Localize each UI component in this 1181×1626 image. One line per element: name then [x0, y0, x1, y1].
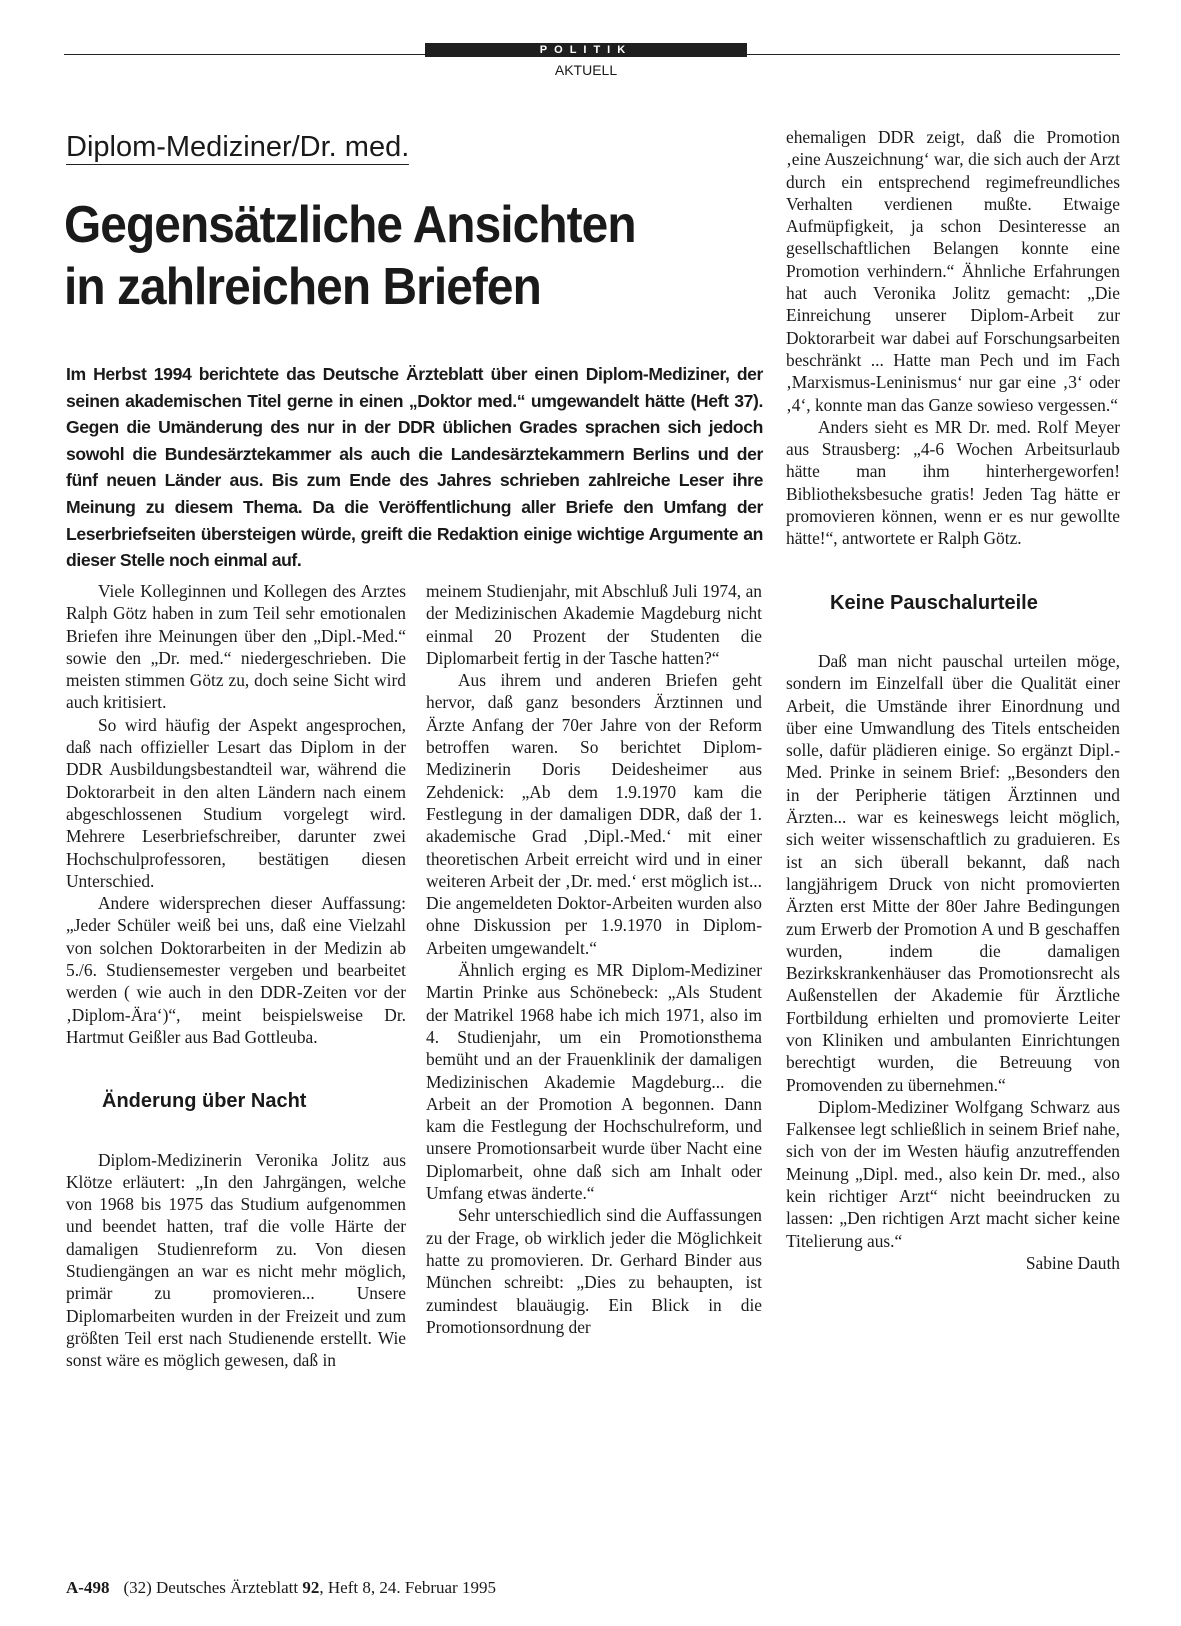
paragraph: meinem Studienjahr, mit Abschluß Juli 1974, an der Medizinischen Akademie Magdeburg nicht einmal 20 Prozent der Studenten die Diplomarbeit fertig in der Tasche hatten?“ [426, 581, 762, 668]
section-label: POLITIK [425, 43, 747, 57]
text-column-1 [66, 580, 406, 1372]
subsection-label: AKTUELL [554, 62, 618, 78]
headline-line-2: in zahlreichen Briefen [64, 258, 541, 316]
text-column-2 [426, 580, 762, 1338]
page-footer [66, 1578, 496, 1598]
paragraph: Andere widersprechen dieser Auffassung: „Jeder Schüler weiß bei uns, daß eine Vielzahl von solchen Doktorarbeiten in der Medizin ab 5./6. Studiensemester vergeben und bearbeitet werden ( wie auch in den DDR-Zeiten vor der ‚Diplom-Ära‘)“, meint beispielsweise Dr. Hartmut Geißler aus Bad Gottleuba. [66, 893, 406, 1047]
volume-number: 92 [302, 1578, 320, 1597]
paragraph: Diplom-Medizinerin Veronika Jolitz aus Klötze erläutert: „In den Jahrgängen, welche von 1968 bis 1975 das Studium aufgenommen und beendet hatten, traf die volle Härte der damaligen Studienreform zu. Von diesen Studiengängen an war es nicht mehr möglich, primär zu promovieren... Unsere Diplomarbeiten wurden in der Freizeit und zum größten Teil erst nach Studienende erstellt. Wie sonst wäre es möglich gewesen, daß in [66, 1149, 406, 1371]
paragraph: Diplom-Mediziner Wolfgang Schwarz aus Falkensee legt schließlich in seinem Brief nahe, sich von der im Westen häufig anzutreffenden Meinung „Dipl. med., also kein Dr. med., also kein richtiger Arzt“ nicht beeindrucken zu lassen: „Den richtigen Arzt macht sicher keine Titelierung aus.“ [786, 1096, 1120, 1251]
paragraph: Viele Kolleginnen und Kollegen des Arztes Ralph Götz haben in zum Teil sehr emotionalen Briefen ihre Meinungen über den „Dipl.-Med.“ sowie den „Dr. med.“ niedergeschrieben. Die meisten stimmen Götz zu, doch seine Sicht wird auch kritisiert. [66, 581, 406, 713]
paragraph: Anders sieht es MR Dr. med. Rolf Meyer aus Strausberg: „4-6 Wochen Arbeitsurlaub hätte man ihm hinterhergeworfen! Bibliotheksbesuche gratis! Jeden Tag hätte er promovieren können, wenn er es nur gewollte hätte!“, antwortete er Ralph Götz. [786, 416, 1120, 549]
article-headline [64, 194, 708, 318]
article-lead: Im Herbst 1994 berichtete das Deutsche Ärzteblatt über einen Diplom-Mediziner, der seinen akademischen Titel gerne in einen „Doktor med.“ umgewandelt hätte (Heft 37). Gegen die Umänderung des nur in der DDR üblichen Grades sprachen sich jedoch sowohl die Bundesärztekammer als auch die Landesärztekammern Berlins und der fünf neuen Länder aus. Bis zum Ende des Jahres schrieben zahlreiche Leser ihre Meinung zu diesem Thema. Da die Veröffentlichung aller Briefe den Umfang der Leserbriefseiten übersteigen würde, greift die Redaktion einige wichtige Argumente an dieser Stelle noch einmal auf. [66, 364, 763, 571]
author-signature: Sabine Dauth [1025, 1252, 1120, 1273]
paragraph: Ähnlich erging es MR Diplom-Mediziner Martin Prinke aus Schönebeck: „Als Student der Matrikel 1968 habe ich mich 1971, also im 4. Studienjahr, um ein Promotionsthema bemüht und an der Frauenklinik der damaligen Medizinischen Akademie Magdeburg... die Arbeit an der Promotion A begonnen. Dann kam die Festlegung der Hochschulreform, und unsere Promotionsarbeit wurde über Nacht eine Diplomarbeit, ohne daß sich am Inhalt oder Umfang etwas änderte.“ [426, 960, 762, 1204]
issue-prefix: (32) Deutsches Ärzteblatt [123, 1578, 299, 1597]
paragraph: ehemaligen DDR zeigt, daß die Promotion ‚eine Auszeichnung‘ war, die sich auch der Arzt durch ein entsprechend regimefreundliches Verhalten verdienen mußte. Etwaige Aufmüpfigkeit, ja schon Desinteresse an gesellschaftlichen Belangen konnte eine Promotion verhindern.“ Ähnliche Erfahrungen hat auch Veronika Jolitz gemacht: „Die Einreichung unserer Diplom-Arbeit zur Doktorarbeit war dabei auf Forschungsarbeiten beschränkt ... Hatte man Pech und im Fach ‚Marxismus-Leninismus‘ nur gar eine ‚3‘ oder ‚4‘, konnte man das Ganze sowieso vergessen.“ [786, 127, 1120, 415]
subheading: Keine Pauschalurteile [830, 591, 1038, 614]
page-number: A-498 [66, 1578, 110, 1597]
paragraph: So wird häufig der Aspekt angesprochen, daß nach offizieller Lesart das Diplom in der DDR Ausbildungsbestandteil war, während die Doktorarbeit in den alten Ländern nach einem abgeschlossenen Studium vorgelegt wird. Mehrere Leserbriefschreiber, darunter zwei Hochschulprofessoren, bestätigen diesen Unterschied. [66, 714, 406, 891]
subheading: Änderung über Nacht [102, 1090, 307, 1113]
paragraph: Aus ihrem und anderen Briefen geht hervor, daß ganz besonders Ärztinnen und Ärzte Anfang der 70er Jahre von der Reform betroffen waren. So berichtet Diplom-Medizinerin Doris Deidesheimer aus Zehdenick: „Ab dem 1.9.1970 kam die Festlegung in der damaligen DDR, daß der 1. akademische Grad ‚Dipl.-Med.‘ mit einer theoretischen Arbeit erreicht wird und in einer weiteren Arbeit der ‚Dr. med.‘ erst möglich ist... Die angemeldeten Doktor-Arbeiten wurden also ohne Diskussion per 1.9.1970 in Diplom-Arbeiten umgewandelt.“ [426, 670, 762, 958]
article-kicker: Diplom-Mediziner/Dr. med. [66, 131, 410, 163]
text-column-3 [786, 126, 1120, 1274]
paragraph: Sehr unterschiedlich sind die Auffassungen zu der Frage, ob wirklich jeder die Möglichkeit hatte zu promovieren. Dr. Gerhard Binder aus München schreibt: „Dies zu behaupten, ist zumindest blauäugig. Ein Blick in die Promotionsordnung der [426, 1205, 762, 1337]
issue-suffix: , Heft 8, 24. Februar 1995 [319, 1578, 496, 1597]
paragraph: Daß man nicht pauschal urteilen möge, sondern im Einzelfall über die Qualität einer Arbeit, die Umstände ihrer Einordnung und über eine Umwandlung des Titels entscheiden solle, dafür plädieren einige. So ergänzt Dipl.-Med. Prinke in seinem Brief: „Besonders den in der Peripherie tätigen Ärztinnen und Ärzten... war es keineswegs leicht möglich, sich weiter wissenschaftlich zu graduieren. Es ist an sich überall bekannt, daß nach langjährigem Druck von nicht promovierten Ärzten erst Mitte der 80er Jahre Bedingungen zum Erwerb der Promotion A und B geschaffen wurden, indem die damaligen Bezirkskrankenhäuser das Promotionsrecht als Außenstellen der Akademie für Ärztliche Fortbildung erhielten und promovierte Leiter von Kliniken und ambulanten Einrichtungen berechtigt wurden, die Betreuung von Promovenden zu übernehmen.“ [786, 650, 1120, 1095]
headline-line-1: Gegensätzliche Ansichten [64, 196, 636, 254]
